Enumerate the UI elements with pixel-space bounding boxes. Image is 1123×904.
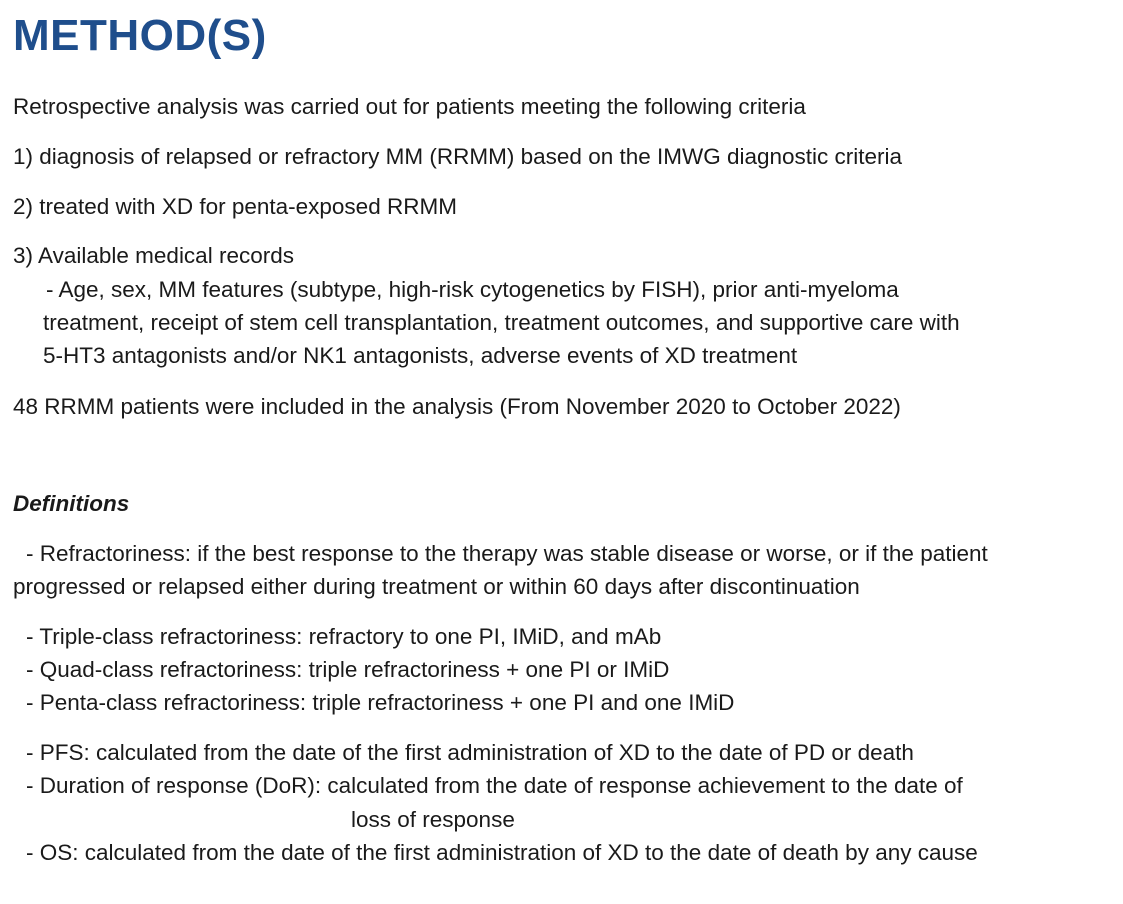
definitions-heading: Definitions [13, 491, 130, 516]
definition-dor-line-1: - Duration of response (DoR): calculated from the date of response achievement to the date of [26, 773, 963, 798]
intro-text: Retrospective analysis was carried out for patients meeting the following criteria [13, 94, 806, 119]
criterion-3-detail-line-2: treatment, receipt of stem cell transplantation, treatment outcomes, and supportive care with [43, 310, 960, 335]
definition-refractoriness-line-1: - Refractoriness: if the best response to the therapy was stable disease or worse, or if the patient [26, 541, 988, 566]
definition-penta-class: - Penta-class refractoriness: triple refractoriness + one PI and one IMiD [26, 690, 735, 715]
definition-os: - OS: calculated from the date of the first administration of XD to the date of death by any cause [26, 840, 978, 865]
criterion-3: 3) Available medical records [13, 243, 294, 268]
summary-text: 48 RRMM patients were included in the analysis (From November 2020 to October 2022) [13, 394, 901, 419]
page-title: METHOD(S) [13, 11, 267, 60]
definition-dor-line-2: loss of response [351, 807, 515, 832]
definition-triple-class: - Triple-class refractoriness: refractory to one PI, IMiD, and mAb [26, 624, 662, 649]
criterion-3-detail-line-1: - Age, sex, MM features (subtype, high-risk cytogenetics by FISH), prior anti-myeloma [46, 277, 899, 302]
definition-quad-class: - Quad-class refractoriness: triple refractoriness + one PI or IMiD [26, 657, 670, 682]
definition-pfs: - PFS: calculated from the date of the first administration of XD to the date of PD or death [26, 740, 914, 765]
criterion-3-detail-line-3: 5-HT3 antagonists and/or NK1 antagonists, adverse events of XD treatment [43, 343, 798, 368]
definition-refractoriness-line-2: progressed or relapsed either during treatment or within 60 days after discontinuation [13, 574, 860, 599]
criterion-1: 1) diagnosis of relapsed or refractory MM (RRMM) based on the IMWG diagnostic criteria [13, 144, 903, 169]
criterion-2: 2) treated with XD for penta-exposed RRMM [13, 194, 457, 219]
